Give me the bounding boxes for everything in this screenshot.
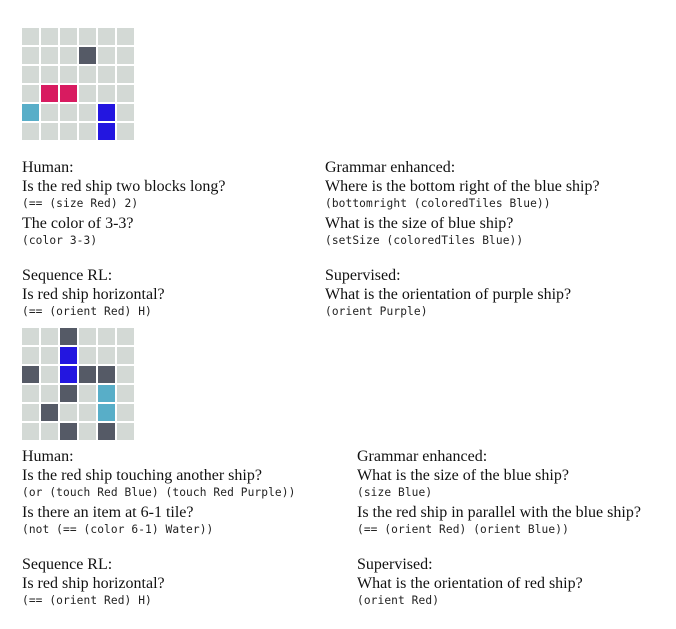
grid-cell: [79, 28, 96, 45]
grid-cell: [60, 347, 77, 364]
question-text: Is the red ship touching another ship?: [22, 467, 262, 484]
question-text: Where is the bottom right of the blue ship?: [325, 178, 600, 195]
grid-cell: [60, 404, 77, 421]
grid-cell: [98, 85, 115, 102]
grid-cell: [79, 385, 96, 402]
program-code: (setSize (coloredTiles Blue)): [325, 234, 524, 247]
human-block-2: [22, 447, 295, 540]
grid-cell: [98, 47, 115, 64]
grid-cell: [60, 104, 77, 121]
supervised-block-1: [325, 266, 571, 322]
grid-cell: [117, 123, 134, 140]
question-text: Is red ship horizontal?: [22, 286, 165, 303]
grid-cell: [41, 385, 58, 402]
grid-cell: [22, 47, 39, 64]
seqrl-block-2: [22, 555, 165, 611]
question-text: The color of 3-3?: [22, 215, 134, 232]
program-code: (color 3-3): [22, 234, 98, 247]
grid-cell: [41, 47, 58, 64]
grid-cell: [117, 328, 134, 345]
seqrl-block-1: [22, 266, 165, 322]
grid-cell: [41, 423, 58, 440]
program-code: (== (orient Red) H): [22, 305, 152, 318]
section-heading: Human:: [22, 448, 74, 465]
program-code: (size Blue): [357, 486, 433, 499]
grid-cell: [79, 123, 96, 140]
grid-cell: [22, 423, 39, 440]
grid-cell: [98, 366, 115, 383]
program-code: (orient Red): [357, 594, 440, 607]
grid-cell: [41, 328, 58, 345]
grid-cell: [98, 328, 115, 345]
section-heading: Supervised:: [357, 556, 433, 573]
program-code: (== (orient Red) H): [22, 594, 152, 607]
grid-cell: [117, 47, 134, 64]
section-heading: Supervised:: [325, 267, 401, 284]
grid-cell: [98, 104, 115, 121]
grid-cell: [79, 423, 96, 440]
grid-cell: [41, 28, 58, 45]
grid-cell: [98, 28, 115, 45]
section-heading: Grammar enhanced:: [325, 159, 456, 176]
section-heading: Human:: [22, 159, 74, 176]
grid-cell: [60, 66, 77, 83]
grid-cell: [117, 366, 134, 383]
grid-cell: [41, 404, 58, 421]
grid-cell: [60, 328, 77, 345]
question-text: Is red ship horizontal?: [22, 575, 165, 592]
grammar-block-2: [357, 447, 641, 540]
section-heading: Sequence RL:: [22, 556, 113, 573]
section-heading: Grammar enhanced:: [357, 448, 488, 465]
grid-cell: [22, 28, 39, 45]
program-code: (== (size Red) 2): [22, 197, 139, 210]
question-text: What is the orientation of red ship?: [357, 575, 583, 592]
grid-cell: [117, 423, 134, 440]
grid-cell: [60, 85, 77, 102]
grid-cell: [60, 123, 77, 140]
grid-cell: [79, 104, 96, 121]
grid-cell: [60, 385, 77, 402]
board-1: [22, 28, 134, 140]
grid-cell: [22, 366, 39, 383]
grid-cell: [22, 404, 39, 421]
grid-cell: [60, 47, 77, 64]
question-text: Is there an item at 6-1 tile?: [22, 504, 194, 521]
program-code: (or (touch Red Blue) (touch Red Purple)): [22, 486, 296, 499]
question-text: Is the red ship in parallel with the blue ship?: [357, 504, 641, 521]
grid-cell: [41, 85, 58, 102]
grid-cell: [98, 385, 115, 402]
grid-cell: [22, 385, 39, 402]
grid-cell: [60, 423, 77, 440]
grid-cell: [22, 66, 39, 83]
grid-cell: [117, 385, 134, 402]
grid-cell: [98, 404, 115, 421]
grid-cell: [98, 423, 115, 440]
program-code: (== (orient Red) (orient Blue)): [357, 523, 569, 536]
grid-cell: [98, 347, 115, 364]
grid-cell: [79, 404, 96, 421]
grid-cell: [79, 366, 96, 383]
grid-cell: [41, 366, 58, 383]
question-text: What is the size of the blue ship?: [357, 467, 569, 484]
grid-cell: [41, 123, 58, 140]
grid-cell: [22, 328, 39, 345]
grid-cell: [79, 347, 96, 364]
section-heading: Sequence RL:: [22, 267, 113, 284]
question-text: What is the orientation of purple ship?: [325, 286, 572, 303]
grid-cell: [117, 347, 134, 364]
grid-cell: [79, 85, 96, 102]
grid-cell: [41, 66, 58, 83]
grid-cell: [98, 66, 115, 83]
grid-cell: [22, 104, 39, 121]
grid-cell: [79, 47, 96, 64]
grid-cell: [41, 347, 58, 364]
human-block-1: [22, 158, 226, 251]
grid-cell: [60, 366, 77, 383]
grid-cell: [41, 104, 58, 121]
question-text: What is the size of blue ship?: [325, 215, 514, 232]
grid-cell: [98, 123, 115, 140]
program-code: (not (== (color 6-1) Water)): [22, 523, 214, 536]
grid-cell: [22, 123, 39, 140]
program-code: (bottomright (coloredTiles Blue)): [325, 197, 551, 210]
grid-cell: [117, 66, 134, 83]
grid-cell: [117, 28, 134, 45]
grid-cell: [22, 85, 39, 102]
grid-cell: [117, 104, 134, 121]
grammar-block-1: [325, 158, 600, 251]
grid-cell: [117, 85, 134, 102]
grid-cell: [79, 66, 96, 83]
grid-cell: [79, 328, 96, 345]
question-text: Is the red ship two blocks long?: [22, 178, 226, 195]
program-code: (orient Purple): [325, 305, 428, 318]
board-2: [22, 328, 134, 440]
supervised-block-2: [357, 555, 583, 611]
grid-cell: [22, 347, 39, 364]
grid-cell: [117, 404, 134, 421]
grid-cell: [60, 28, 77, 45]
